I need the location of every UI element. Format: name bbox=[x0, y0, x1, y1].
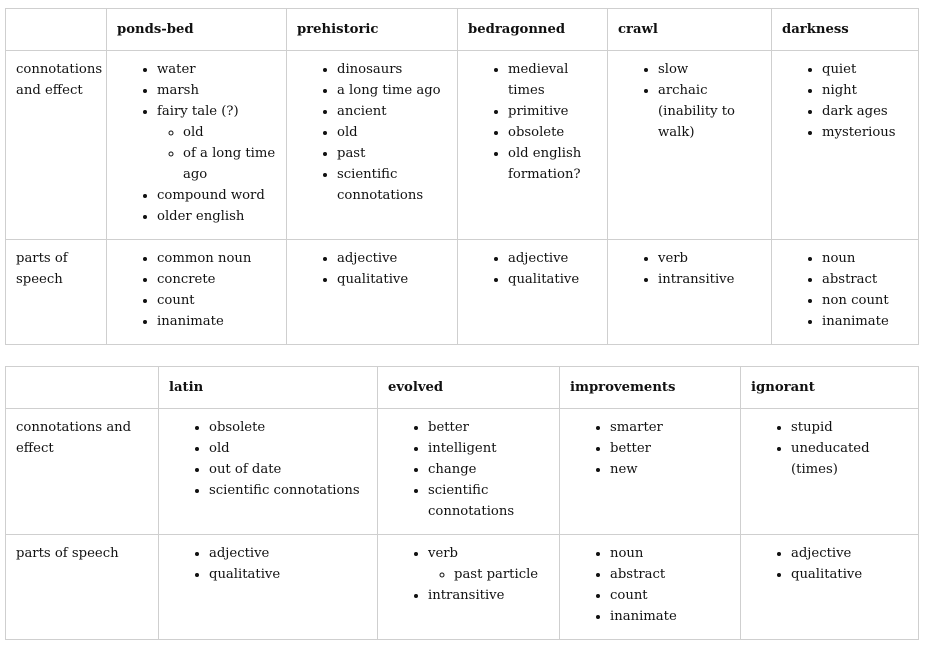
list-item-text: inanimate bbox=[610, 609, 677, 624]
list-item-text: count bbox=[610, 588, 648, 603]
bullet-list bbox=[117, 59, 276, 227]
list-item-text: better bbox=[610, 441, 651, 456]
list-item-text: abstract bbox=[822, 272, 878, 287]
list-item-text: archaic (inability to walk) bbox=[658, 83, 735, 140]
list-cell bbox=[458, 51, 608, 240]
bullet-list bbox=[618, 248, 761, 290]
header-row bbox=[6, 367, 919, 409]
list-item-text: old english formation? bbox=[508, 146, 582, 182]
list-item-text: quiet bbox=[822, 62, 857, 77]
list-item-text: a long time ago bbox=[337, 83, 441, 98]
list-cell bbox=[560, 409, 741, 535]
list-item-text: out of date bbox=[209, 462, 282, 477]
bullet-list bbox=[169, 543, 367, 585]
list-item bbox=[822, 269, 908, 290]
list-item bbox=[658, 269, 761, 290]
list-cell bbox=[378, 409, 560, 535]
bullet-list bbox=[570, 543, 730, 627]
list-item-text: old bbox=[337, 125, 358, 140]
list-item bbox=[337, 101, 447, 122]
bullet-list bbox=[570, 417, 730, 480]
list-cell bbox=[741, 535, 919, 640]
list-item-text: marsh bbox=[157, 83, 199, 98]
list-item bbox=[610, 564, 730, 585]
list-item-text: intransitive bbox=[428, 588, 505, 603]
header-cell: ignorant bbox=[741, 367, 919, 409]
bullet-list bbox=[468, 248, 597, 290]
bullet-list bbox=[169, 417, 367, 501]
list-item bbox=[822, 122, 908, 143]
word-analysis-table-2 bbox=[5, 366, 919, 640]
list-item bbox=[822, 59, 908, 80]
bullet-list bbox=[117, 248, 276, 332]
list-item bbox=[508, 59, 597, 101]
list-item-text: older english bbox=[157, 209, 245, 224]
list-item-text: intelligent bbox=[428, 441, 497, 456]
list-item bbox=[610, 459, 730, 480]
list-item bbox=[822, 80, 908, 101]
bullet-list bbox=[751, 543, 908, 585]
header-cell: ponds-bed bbox=[107, 9, 287, 51]
list-item bbox=[791, 543, 908, 564]
list-cell bbox=[287, 240, 458, 345]
list-item bbox=[508, 269, 597, 290]
list-item-text: dinosaurs bbox=[337, 62, 403, 77]
list-item bbox=[610, 417, 730, 438]
sub-list-item: ◦ of a long time ago bbox=[183, 143, 276, 185]
list-cell bbox=[560, 535, 741, 640]
list-item bbox=[157, 59, 276, 80]
list-item-text: verb bbox=[658, 251, 689, 266]
header-cell: improvements bbox=[560, 367, 741, 409]
list-item bbox=[209, 564, 367, 585]
list-item bbox=[337, 122, 447, 143]
list-item bbox=[658, 248, 761, 269]
bullet-list bbox=[388, 417, 549, 522]
list-item bbox=[157, 185, 276, 206]
row-label: parts of speech bbox=[6, 240, 107, 345]
header-cell: bedragonned bbox=[458, 9, 608, 51]
bullet-list bbox=[388, 543, 549, 606]
list-item-text: abstract bbox=[610, 567, 666, 582]
bullet-list bbox=[297, 248, 447, 290]
table-row bbox=[6, 409, 919, 535]
list-cell bbox=[608, 240, 772, 345]
list-item bbox=[157, 248, 276, 269]
list-item-text: intransitive bbox=[658, 272, 735, 287]
list-cell bbox=[458, 240, 608, 345]
table-row bbox=[6, 240, 919, 345]
list-cell bbox=[772, 51, 919, 240]
list-item bbox=[209, 459, 367, 480]
list-item-text: smarter bbox=[610, 420, 663, 435]
list-item-text: better bbox=[428, 420, 469, 435]
row-label: connotations and effect bbox=[6, 409, 159, 535]
list-item bbox=[428, 417, 549, 438]
list-item bbox=[428, 459, 549, 480]
list-cell bbox=[608, 51, 772, 240]
list-item-text: scientific connotations bbox=[428, 483, 515, 519]
list-cell bbox=[107, 240, 287, 345]
list-item bbox=[822, 311, 908, 332]
list-cell bbox=[287, 51, 458, 240]
list-item-text: adjective bbox=[337, 251, 398, 266]
list-item bbox=[822, 290, 908, 311]
list-item-text: common noun bbox=[157, 251, 252, 266]
list-item-text: qualitative bbox=[508, 272, 580, 287]
list-item bbox=[157, 311, 276, 332]
bullet-list bbox=[782, 248, 908, 332]
list-item-text: medieval times bbox=[508, 62, 569, 98]
list-item bbox=[157, 290, 276, 311]
table-row bbox=[6, 51, 919, 240]
list-item-text: stupid bbox=[791, 420, 833, 435]
list-item bbox=[822, 248, 908, 269]
list-item-text: obsolete bbox=[209, 420, 266, 435]
list-item bbox=[610, 543, 730, 564]
list-item-text: night bbox=[822, 83, 857, 98]
bullet-list bbox=[468, 59, 597, 185]
list-item-text: concrete bbox=[157, 272, 216, 287]
list-item-text: compound word bbox=[157, 188, 265, 203]
header-cell: latin bbox=[159, 367, 378, 409]
list-cell bbox=[159, 535, 378, 640]
list-item-text: adjective bbox=[209, 546, 270, 561]
header-cell-empty bbox=[6, 367, 159, 409]
list-item bbox=[157, 101, 276, 185]
bullet-list bbox=[297, 59, 447, 206]
list-item bbox=[508, 101, 597, 122]
list-item bbox=[428, 438, 549, 459]
list-item-text: past bbox=[337, 146, 366, 161]
list-item-text: adjective bbox=[791, 546, 852, 561]
list-cell bbox=[107, 51, 287, 240]
list-cell bbox=[772, 240, 919, 345]
list-item bbox=[610, 606, 730, 627]
table-row bbox=[6, 535, 919, 640]
word-analysis-table-1 bbox=[5, 8, 919, 345]
list-item bbox=[610, 438, 730, 459]
list-item-text: scientific connotations bbox=[209, 483, 360, 498]
list-item bbox=[209, 438, 367, 459]
list-item bbox=[337, 143, 447, 164]
list-item-text: non count bbox=[822, 293, 889, 308]
list-item-text: noun bbox=[822, 251, 856, 266]
list-item-text: qualitative bbox=[791, 567, 863, 582]
list-cell bbox=[378, 535, 560, 640]
list-item bbox=[658, 80, 761, 143]
list-item bbox=[508, 248, 597, 269]
list-item bbox=[209, 480, 367, 501]
list-item-text: change bbox=[428, 462, 477, 477]
list-item bbox=[428, 543, 549, 585]
list-item-text: verb bbox=[428, 546, 459, 561]
list-item-text: fairy tale (?) bbox=[157, 104, 239, 119]
sub-bullet-list bbox=[428, 564, 549, 585]
list-item bbox=[337, 80, 447, 101]
list-item bbox=[157, 206, 276, 227]
list-item-text: mysterious bbox=[822, 125, 896, 140]
list-item-text: qualitative bbox=[209, 567, 281, 582]
header-cell: prehistoric bbox=[287, 9, 458, 51]
list-item bbox=[610, 585, 730, 606]
list-item-text: adjective bbox=[508, 251, 569, 266]
header-cell: evolved bbox=[378, 367, 560, 409]
sub-list-item: ◦ old bbox=[183, 122, 276, 143]
list-item bbox=[508, 143, 597, 185]
list-item-text: primitive bbox=[508, 104, 569, 119]
list-item bbox=[791, 417, 908, 438]
row-label: parts of speech bbox=[6, 535, 159, 640]
list-item-text: old bbox=[209, 441, 230, 456]
list-item bbox=[157, 80, 276, 101]
list-item bbox=[209, 417, 367, 438]
list-item bbox=[791, 438, 908, 480]
list-item-text: ancient bbox=[337, 104, 387, 119]
list-item-text: noun bbox=[610, 546, 644, 561]
bullet-list bbox=[618, 59, 761, 143]
list-item bbox=[791, 564, 908, 585]
header-cell: crawl bbox=[608, 9, 772, 51]
list-item bbox=[157, 269, 276, 290]
list-item bbox=[337, 248, 447, 269]
header-cell-empty bbox=[6, 9, 107, 51]
list-item bbox=[337, 269, 447, 290]
bullet-list bbox=[751, 417, 908, 480]
list-item-text: uneducated (times) bbox=[791, 441, 870, 477]
list-item bbox=[508, 122, 597, 143]
list-item bbox=[428, 585, 549, 606]
header-row bbox=[6, 9, 919, 51]
header-cell: darkness bbox=[772, 9, 919, 51]
list-item-text: count bbox=[157, 293, 195, 308]
list-item-text: dark ages bbox=[822, 104, 888, 119]
list-item bbox=[822, 101, 908, 122]
list-item bbox=[337, 59, 447, 80]
list-item-text: qualitative bbox=[337, 272, 409, 287]
bullet-list bbox=[782, 59, 908, 143]
sub-list-item: ◦ past particle bbox=[454, 564, 549, 585]
list-item bbox=[337, 164, 447, 206]
list-item-text: inanimate bbox=[157, 314, 224, 329]
list-item bbox=[658, 59, 761, 80]
row-label: connotations and effect bbox=[6, 51, 107, 240]
list-item-text: inanimate bbox=[822, 314, 889, 329]
list-item-text: slow bbox=[658, 62, 689, 77]
sub-bullet-list bbox=[157, 122, 276, 185]
list-item bbox=[209, 543, 367, 564]
list-item-text: water bbox=[157, 62, 196, 77]
list-item-text: new bbox=[610, 462, 638, 477]
list-item-text: scientific connotations bbox=[337, 167, 424, 203]
list-cell bbox=[741, 409, 919, 535]
list-cell bbox=[159, 409, 378, 535]
list-item bbox=[428, 480, 549, 522]
list-item-text: obsolete bbox=[508, 125, 565, 140]
